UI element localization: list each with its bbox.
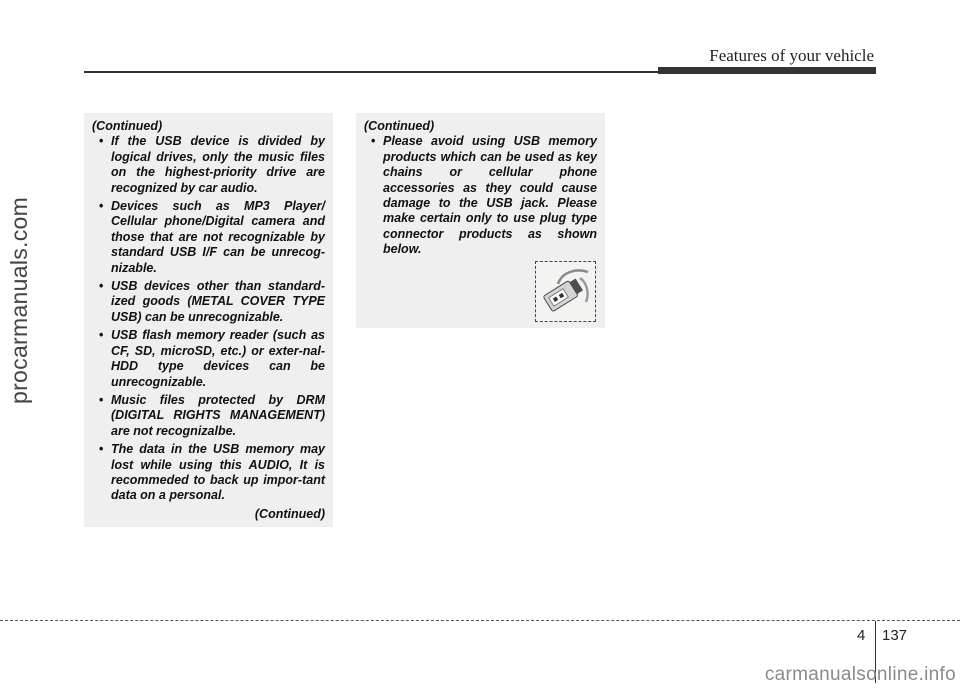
continued-label-bottom: (Continued) bbox=[254, 506, 325, 521]
continued-label-top: (Continued) bbox=[364, 119, 435, 133]
continued-label-top: (Continued) bbox=[92, 119, 163, 133]
usb-stick-icon bbox=[536, 262, 595, 321]
watermark-vertical: procarmanuals.com bbox=[6, 196, 32, 404]
page-number: 137 bbox=[882, 627, 908, 644]
list-item: • USB devices other than standard-ized goods (METAL COVER TYPE USB) can be unrecognizable. bbox=[92, 279, 325, 325]
section-number: 4 bbox=[857, 627, 866, 644]
list-item: • The data in the USB memory may lost while using this AUDIO, It is recommeded to back up impor-tant data on a personal. bbox=[92, 442, 325, 504]
caution-list-left bbox=[92, 134, 325, 503]
list-item: • Music files protected by DRM (DIGITAL RIGHTS MANAGEMENT) are not recognizalbe. bbox=[92, 393, 325, 439]
footer-dashed-rule bbox=[0, 620, 960, 621]
watermark-bottom: carmanualsonline.info bbox=[764, 664, 956, 685]
caution-box-left bbox=[84, 113, 333, 527]
page-header-title: Features of your vehicle bbox=[709, 46, 874, 65]
usb-stick-illustration bbox=[535, 261, 596, 322]
header-rule-thick bbox=[658, 67, 876, 74]
list-item: • Please avoid using USB memory products which can be used as key chains or cellular phone accessories as they could cause damage to the USB jack. Please make certain only to use plug type connector products as shown below. bbox=[364, 134, 597, 257]
caution-list-right bbox=[364, 134, 597, 257]
list-item: • If the USB device is divided by logical drives, only the music files on the highest-priority drive are recognized by car audio. bbox=[92, 134, 325, 196]
header-rule-thin bbox=[84, 71, 660, 73]
list-item: • Devices such as MP3 Player/ Cellular phone/Digital camera and those that are not recognizable by standard USB I/F can be unrecog-nizable. bbox=[92, 199, 325, 276]
list-item: • USB flash memory reader (such as CF, SD, microSD, etc.) or exter-nal-HDD type devices can be unrecognizable. bbox=[92, 328, 325, 390]
